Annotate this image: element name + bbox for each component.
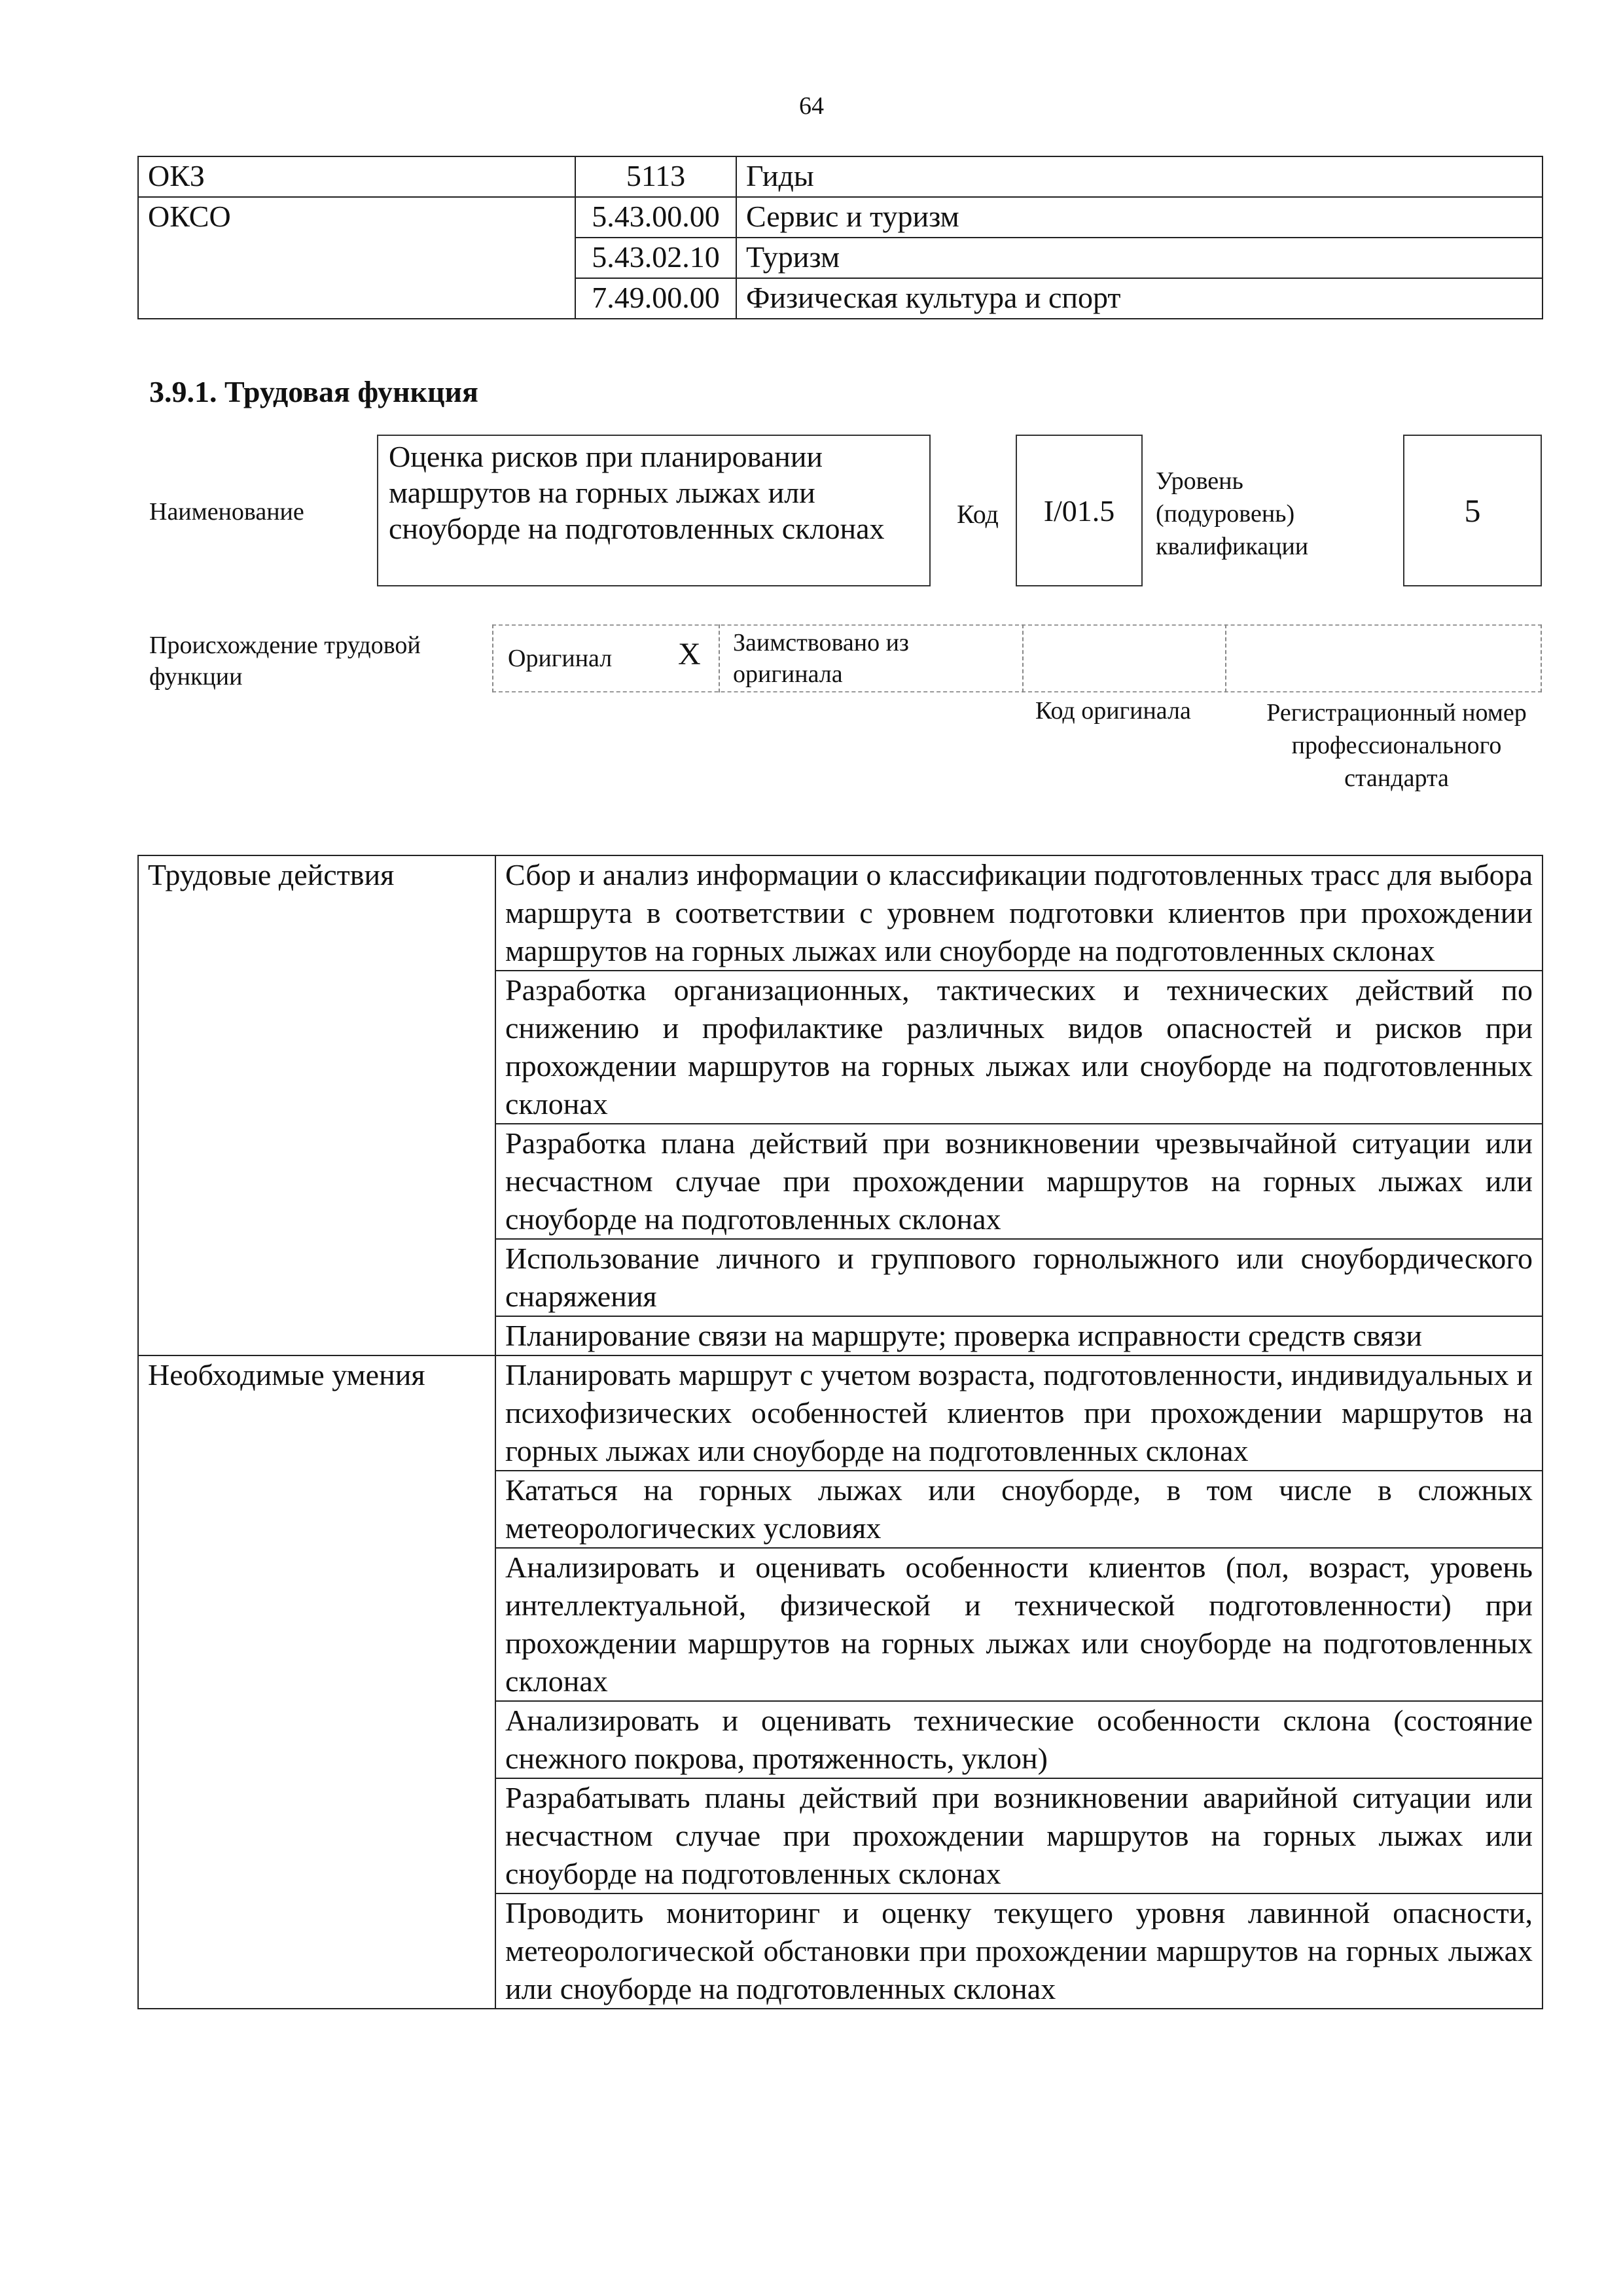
divider [1225, 624, 1226, 692]
code-cell: 5.43.00.00 [575, 197, 736, 238]
skill-item: Проводить мониторинг и оценку текущего уровня лавинной опасности, метеорологической обстановки при прохождении маршрутов на горных лыжах или сноуборде на подготовленных склонах [495, 1893, 1543, 2009]
reg-label-line: стандарта [1344, 764, 1449, 792]
reg-label-line: профессионального [1291, 732, 1502, 759]
borrowed-label-line: Заимствовано из [733, 629, 909, 656]
code-cell: 7.49.00.00 [575, 278, 736, 319]
skill-item: Анализировать и оценивать технические особенности склона (состояние снежного покрова, протяженность, уклон) [495, 1701, 1543, 1778]
origin-row [492, 624, 1542, 692]
skills-label: Необходимые умения [138, 1355, 495, 2009]
labor-action-item: Сбор и анализ информации о классификации подготовленных трасс для выбора маршрута в соответствии с уровнем подготовки клиентов при прохождении маршрутов на горных лыжах или сноуборде на подготовленных склонах [495, 855, 1543, 971]
name-label: Наименование [149, 498, 304, 526]
labor-action-item: Использование личного и группового горнолыжного или сноубордического снаряжения [495, 1239, 1543, 1316]
divider [1022, 624, 1024, 692]
section-heading: 3.9.1. Трудовая функция [149, 375, 478, 408]
code-original-label: Код оригинала [1035, 697, 1191, 725]
divider [492, 624, 493, 692]
table-row [138, 197, 1543, 238]
labor-action-item: Разработка плана действий при возникновении чрезвычайной ситуации или несчастном случае при прохождении маршрутов на горных лыжах или сноуборде на подготовленных склонах [495, 1124, 1543, 1239]
code-cell: 5.43.02.10 [575, 238, 736, 278]
borrowed-label [733, 627, 909, 690]
origin-label-line: функции [149, 663, 243, 691]
level-label-line: Уровень [1156, 467, 1243, 495]
classification-table [137, 156, 1543, 319]
code-label: Код [957, 499, 999, 529]
level-label [1156, 465, 1308, 563]
skill-item: Кататься на горных лыжах или сноуборде, в том числе в сложных метеорологических условиях [495, 1471, 1543, 1548]
code-cell: 5113 [575, 156, 736, 197]
labor-actions-label: Трудовые действия [138, 855, 495, 1355]
level-label-line: квалификации [1156, 533, 1309, 560]
labor-action-item: Планирование связи на маршруте; проверка исправности средств связи [495, 1316, 1543, 1355]
function-details-table [137, 855, 1543, 2009]
table-row [138, 156, 1543, 197]
level-label-line: (подуровень) [1156, 500, 1295, 528]
registration-number-label [1246, 696, 1547, 795]
labor-action-item: Разработка организационных, тактических и технических действий по снижению и профилактике различных видов опасностей и рисков при прохождении маршрутов на горных лыжах или сноуборде на подготовленных склонах [495, 971, 1543, 1124]
system-cell: ОКСО [138, 197, 575, 319]
reg-label-line: Регистрационный номер [1266, 699, 1527, 726]
skill-item: Анализировать и оценивать особенности клиентов (пол, возраст, уровень интеллектуальной, физической и технической подготовленности) при прохождении маршрутов на горных лыжах или сноуборде на подготовленных склонах [495, 1548, 1543, 1701]
origin-label-line: Происхождение трудовой [149, 632, 421, 659]
page-number: 64 [799, 92, 824, 120]
function-code-box: I/01.5 [1016, 435, 1143, 586]
name-cell: Туризм [736, 238, 1543, 278]
name-cell: Физическая культура и спорт [736, 278, 1543, 319]
name-cell: Сервис и туризм [736, 197, 1543, 238]
function-name-box: Оценка рисков при планировании маршрутов на горных лыжах или сноуборде на подготовленных склонах [377, 435, 931, 586]
system-cell: ОКЗ [138, 156, 575, 197]
name-cell: Гиды [736, 156, 1543, 197]
table-row [138, 1355, 1543, 1471]
skill-item: Разрабатывать планы действий при возникновении аварийной ситуации или несчастном случае при прохождении маршрутов на горных лыжах или сноуборде на подготовленных склонах [495, 1778, 1543, 1893]
qualification-level-box: 5 [1403, 435, 1542, 586]
divider [1541, 624, 1542, 692]
borrowed-label-line: оригинала [733, 660, 843, 688]
table-row [138, 855, 1543, 971]
original-label: Оригинал [508, 645, 613, 672]
original-mark: X [678, 637, 701, 672]
divider [719, 624, 720, 692]
skill-item: Планировать маршрут с учетом возраста, подготовленности, индивидуальных и психофизических особенностей клиентов при прохождении маршрутов на горных лыжах или сноуборде на подготовленных склонах [495, 1355, 1543, 1471]
origin-label [149, 630, 490, 692]
